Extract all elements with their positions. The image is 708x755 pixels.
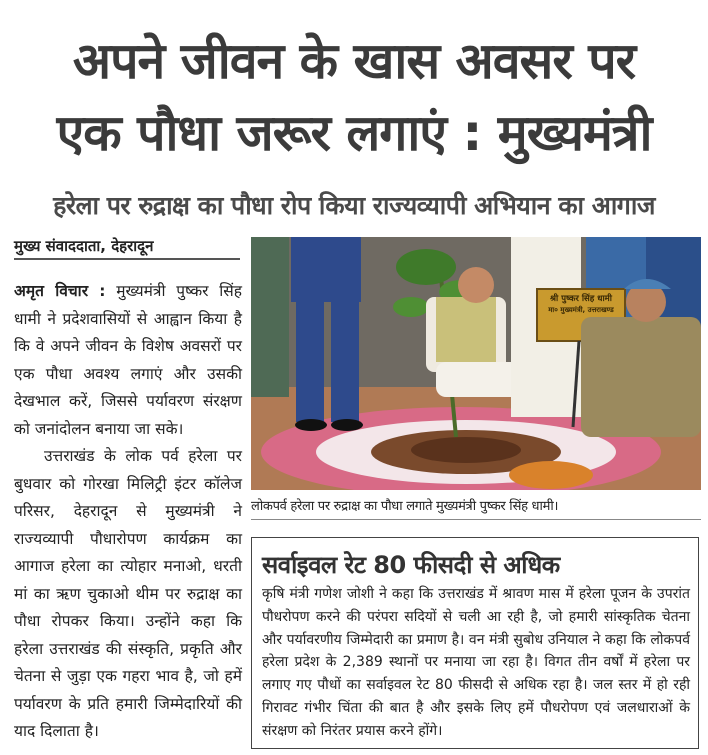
- headline-line-2: एक पौधा जरूर लगाएं : मुख्यमंत्री: [56, 104, 652, 162]
- paragraph-1-text: मुख्यमंत्री पुष्कर सिंह धामी ने प्रदेशवासियों से आह्वान किया है कि वे अपने जीवन के विशेष अवसरों पर एक पौधा अवश्य लगाएं और उसकी देखभाल करें, जिससे पर्यावरण संरक्षण को जनांदोलन बनाया जा सके।: [14, 282, 242, 438]
- plaque-line-1: श्री पुष्कर सिंह धामी: [550, 294, 612, 304]
- sidebar-box-body: [262, 583, 690, 743]
- byline-divider: [14, 258, 240, 260]
- subheadline: हरेला पर रुद्राक्ष का पौधा रोप किया राज्यव्यापी अभियान का आगाज: [53, 191, 655, 220]
- photo-caption: लोकपर्व हरेला पर रुद्राक्ष का पौधा लगाते मुख्यमंत्री पुष्कर सिंह धामी।: [251, 499, 559, 514]
- plaque-line-2: मा० मुख्यमंत्री, उत्तराखण्ड: [548, 306, 614, 314]
- news-photo: [251, 237, 701, 490]
- dateline: अमृत विचार :: [14, 282, 106, 300]
- plaque-text: [540, 294, 622, 316]
- sidebar-box-paragraph: कृषि मंत्री गणेश जोशी ने कहा कि उत्तराखंड में श्रावण मास में हरेला पूजन के उपरांत पौधरोपण करने की परंपरा सदियों से चली आ रही है, जो हमारी सांस्कृतिक चेतना और पर्यावरणीय जिम्मेदारी का प्रमाण है। वन मंत्री सुबोध उनियाल ने कहा कि लोकपर्व हरेला प्रदेश के 2,389 स्थानों पर मनाया जा रहा है। विगत तीन वर्षों में हरेला पर लगाए गए पौधों का सर्वाइवल रेट 80 फीसदी से अधिक रहा है। जल स्तर में हो रही गिरावट गंभीर चिंता की बात है और इसके लिए हमें पौधरोपण एवं जलधाराओं के संरक्षण को निरंतर प्रयास करने होंगे।: [262, 586, 691, 739]
- caption-divider: [251, 519, 701, 520]
- headline-line-1: अपने जीवन के खास अवसर पर: [72, 32, 636, 90]
- article-paragraph-2: उत्तराखंड के लोक पर्व हरेला पर बुधवार को गोरखा मिलिट्री इंटर कॉलेज परिसर, देहरादून से मुख्यमंत्री ने राज्यव्यापी पौधारोपण कार्यक्रम का आगाज हरेला का त्योहार मनाओ, धरती मां का ऋण चुकाओ थीम पर रुद्राक्ष का पौधा रोपकर किया। उन्होंने कहा कि हरेला उत्तराखंड की संस्कृति, प्रकृति और चेतना से जुड़ा एक गहरा भाव है, जो हमें पर्यावरण के प्रति हमारी जिम्मेदारियों की याद दिलाता है।: [14, 447, 242, 740]
- article-body: [14, 278, 242, 746]
- sidebar-box-title: सर्वाइवल रेट 80 फीसदी से अधिक: [262, 551, 560, 579]
- photo-illustration: [251, 237, 701, 490]
- article-paragraph-1: [14, 278, 242, 443]
- byline: मुख्य संवाददाता, देहरादून: [14, 237, 154, 255]
